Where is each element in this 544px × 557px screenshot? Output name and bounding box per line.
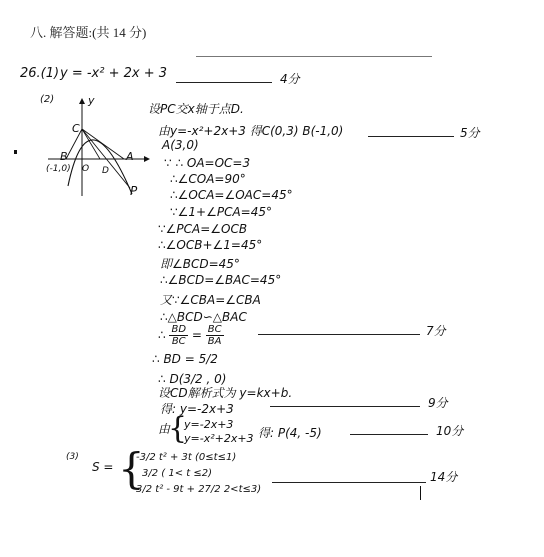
system-equation-1: y=-2x+3 xyxy=(184,418,234,431)
part3-label: (3) xyxy=(66,452,79,462)
solution-line-8: ∵∠PCA=∠OCB xyxy=(158,222,248,236)
margin-mark xyxy=(14,150,17,154)
solution-line-5: ∴∠COA=90° xyxy=(170,172,246,186)
score-5: 5分 xyxy=(460,126,480,140)
section-title: 八. 解答题:(共 14 分) xyxy=(30,25,147,40)
graph-label-d: D xyxy=(102,166,109,176)
equals-sign: = xyxy=(191,328,206,342)
solution-line-17: 设CD解析式为 y=kx+b. xyxy=(158,386,293,400)
part1-label: 26.(1) xyxy=(20,66,60,81)
graph-label-a: A xyxy=(126,150,134,163)
score5-rule xyxy=(368,136,454,137)
fraction-bc-ba: $\frac{BC}{BA}$ xyxy=(207,324,222,347)
parabola-curve xyxy=(68,140,132,194)
score-7: 7分 xyxy=(426,324,446,338)
solution-line-18: 得: y=-2x+3 xyxy=(160,402,234,416)
graph-label-b: B xyxy=(60,150,68,163)
piecewise-case-2: 3/2 ( 1< t ≤2) xyxy=(142,468,213,479)
solution-line-10: 即∠BCD=45° xyxy=(160,257,240,271)
solution-line-2: 由y=-x²+2x+3 得C(0,3) B(-1,0) xyxy=(158,124,344,138)
graph-label-o: O xyxy=(82,164,90,174)
y-axis-arrow xyxy=(79,98,85,104)
solution-line-13: ∴△BCD∽△BAC xyxy=(160,310,247,324)
solution-line-3: A(3,0) xyxy=(162,138,199,152)
solution-line-7: ∵∠1+∠PCA=45° xyxy=(170,205,272,219)
solution-line-1: 设PC交x轴于点D. xyxy=(148,102,244,116)
part1-equation: y = -x² + 2x + 3 xyxy=(60,66,167,81)
solution-line-9: ∴∠OCB+∠1=45° xyxy=(158,238,263,252)
score-10: 10分 xyxy=(436,424,464,438)
system-intro: 由 xyxy=(158,422,171,436)
score9-rule xyxy=(270,406,420,407)
score14-rule xyxy=(272,482,426,483)
piecewise-case-1: -3/2 t² + 3t (0≤t≤1) xyxy=(136,452,237,463)
proportion-line xyxy=(158,324,224,347)
part3-s-label: S = xyxy=(92,460,114,474)
graph-label-b-coord: (-1,0) xyxy=(46,164,71,174)
solution-line-20: 得: P(4, -5) xyxy=(258,426,322,440)
piecewise-brace: { xyxy=(118,444,145,493)
x-axis-arrow xyxy=(144,156,150,162)
solution-line-4: ∵ ∴ OA=OC=3 xyxy=(164,156,251,170)
system-equation-2: y=-x²+2x+3 xyxy=(184,432,254,445)
solution-line-15: ∴ BD = 5/2 xyxy=(152,352,218,366)
solution-line-12: 又∵∠CBA=∠CBA xyxy=(160,293,261,307)
margin-tick xyxy=(420,486,421,500)
solution-line-11: ∴∠BCD=∠BAC=45° xyxy=(160,273,282,287)
solution-line-6: ∴∠OCA=∠OAC=45° xyxy=(170,188,293,202)
score-9: 9分 xyxy=(428,396,448,410)
therefore-symbol: ∴ xyxy=(158,328,170,342)
piecewise-case-3: 3/2 t² - 9t + 27/2 2<t≤3) xyxy=(136,484,262,495)
score-14: 14分 xyxy=(430,470,458,484)
header-rule xyxy=(196,56,432,57)
graph-label-p: P xyxy=(130,184,138,198)
part2-label: (2) xyxy=(40,94,55,105)
system-brace: { xyxy=(168,411,188,446)
graph-label-c: C xyxy=(72,122,80,135)
part1-score: 4分 xyxy=(280,72,300,86)
solution-line-16: ∴ D(3/2 , 0) xyxy=(158,372,227,386)
score7-rule xyxy=(258,334,420,335)
graph-label-y: y xyxy=(88,94,95,107)
part1-answer-rule xyxy=(176,82,272,83)
score10-rule xyxy=(350,434,428,435)
fraction-bd-bc: $\frac{BD}{BC}$ xyxy=(171,324,187,347)
